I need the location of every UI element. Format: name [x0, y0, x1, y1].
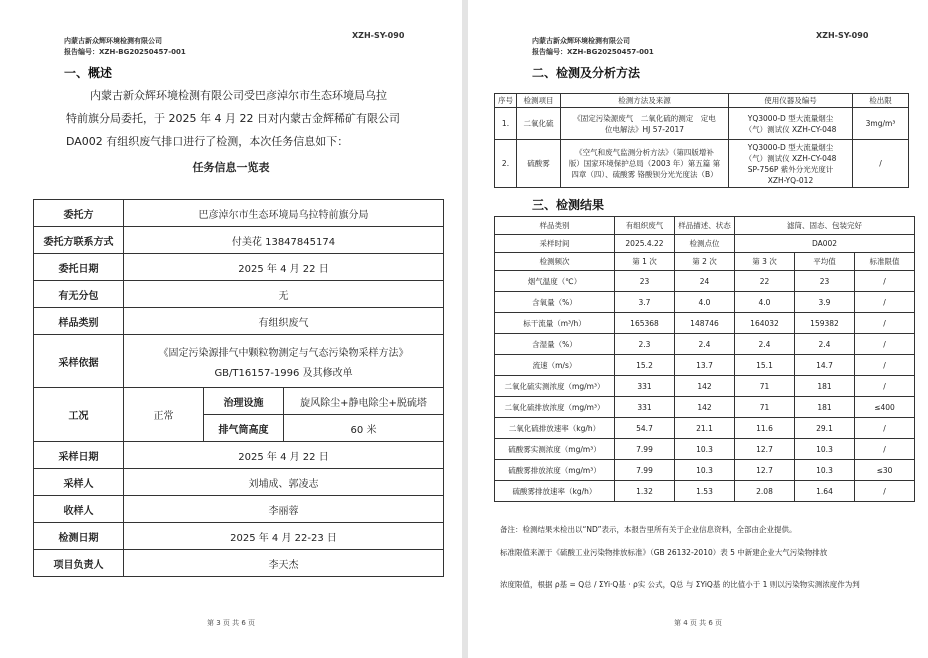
row-label: 委托日期 [34, 254, 124, 281]
result-cell: 2.3 [615, 334, 675, 355]
result-parameter: 二氧化硫排放浓度（mg/m³） [495, 397, 615, 418]
row-label: 工况 [34, 388, 124, 442]
result-cell: 12.7 [735, 460, 795, 481]
table-row [495, 481, 915, 502]
result-cell: 4.0 [675, 292, 735, 313]
table-row [495, 108, 909, 140]
row-value: 巴彦淖尔市生态环境局乌拉特前旗分局 [124, 200, 444, 227]
facility-label: 治理设施 [204, 388, 284, 415]
result-cell: 21.1 [675, 418, 735, 439]
result-cell: 13.7 [675, 355, 735, 376]
result-cell: 164032 [735, 313, 795, 334]
table-row [495, 292, 915, 313]
row-label: 采样日期 [34, 442, 124, 469]
basis-line-1: 《固定污染源排气中颗粒物测定与气态污染物采样方法》 [158, 347, 409, 359]
result-cell: 10.3 [675, 460, 735, 481]
condition-value: 正常 [124, 388, 204, 442]
result-parameter: 硫酸雾实测浓度（mg/m³） [495, 439, 615, 460]
table-header-row [495, 94, 909, 108]
table-row [34, 469, 444, 496]
facility-value: 旋风除尘+静电除尘+脱硫塔 [284, 388, 444, 415]
result-cell: 71 [735, 376, 795, 397]
result-cell: 15.1 [735, 355, 795, 376]
table-header-row [495, 253, 915, 271]
table-row [34, 227, 444, 254]
table-row [34, 523, 444, 550]
row-value: 2025 年 4 月 22 日 [124, 442, 444, 469]
note-line-3: 浓度限值，根据 ρ基 = Q总 / ΣYi·Q基 · ρ实 公式，Q总 与 ΣYiQ基 的比值小于 1 则以污染物实测浓度作为判 [500, 580, 860, 589]
result-cell: 11.6 [735, 418, 795, 439]
result-cell: 142 [675, 376, 735, 397]
result-cell: 15.2 [615, 355, 675, 376]
table-row [495, 418, 915, 439]
result-parameter: 二氧化硫排放速率（kg/h） [495, 418, 615, 439]
instrument-line: YQ3000-D 型大流量烟尘 [747, 142, 834, 152]
table-row [495, 271, 915, 292]
result-cell: 12.7 [735, 439, 795, 460]
note-line-1: 备注：检测结果未检出以“ND”表示，本报告里所有关于企业信息资料，全部由企业提供。 [500, 525, 797, 534]
row-label: 有无分包 [34, 281, 124, 308]
result-cell: 3.7 [615, 292, 675, 313]
result-cell: 148746 [675, 313, 735, 334]
method-item: 二氧化硫 [517, 108, 561, 140]
result-cell: / [855, 376, 915, 397]
table-row [34, 281, 444, 308]
meta-value: DA002 [735, 235, 915, 253]
result-cell: / [855, 334, 915, 355]
table-row [495, 397, 915, 418]
result-cell: 14.7 [795, 355, 855, 376]
row-label: 收样人 [34, 496, 124, 523]
table-row [495, 355, 915, 376]
method-instrument [729, 108, 853, 140]
result-cell: / [855, 439, 915, 460]
instrument-line: YQ3000-D 型大流量烟尘 [747, 113, 834, 123]
column-header: 检测项目 [517, 94, 561, 108]
method-limit: / [853, 140, 909, 188]
row-label: 委托方联系方式 [34, 227, 124, 254]
result-parameter: 硫酸雾排放速率（kg/h） [495, 481, 615, 502]
method-line: 《空气和废气监测分析方法》（第四版增补 [575, 148, 714, 157]
result-cell: 71 [735, 397, 795, 418]
meta-label: 样品类别 [495, 217, 615, 235]
result-cell: 29.1 [795, 418, 855, 439]
task-info-table [33, 199, 444, 577]
column-header: 检测频次 [495, 253, 615, 271]
result-cell: 165368 [615, 313, 675, 334]
column-header: 使用仪器及编号 [729, 94, 853, 108]
basis-line-2: GB/T16157-1996 及其修改单 [214, 367, 353, 379]
method-no: 1. [495, 108, 517, 140]
sampling-basis-cell [124, 335, 444, 388]
result-cell: 181 [795, 376, 855, 397]
report-page-3 [0, 0, 462, 658]
instrument-line: （气）测试仪 XZH-CY-048 [744, 153, 837, 163]
result-cell: 23 [795, 271, 855, 292]
row-value: 2025 年 4 月 22-23 日 [124, 523, 444, 550]
meta-value: 有组织废气 [615, 217, 675, 235]
meta-value: 滤筒、固态、包装完好 [735, 217, 915, 235]
row-value: 李丽蓉 [124, 496, 444, 523]
method-line: 《固定污染源废气 二氧化硫的测定 定电 [573, 113, 716, 123]
instrument-line: SP-756P 紫外分光光度计 [747, 164, 834, 174]
table-row [495, 235, 915, 253]
result-cell: 159382 [795, 313, 855, 334]
result-cell: 181 [795, 397, 855, 418]
column-header: 检出限 [853, 94, 909, 108]
result-cell: 4.0 [735, 292, 795, 313]
result-cell: / [855, 292, 915, 313]
report-number: 报告编号：XZH-BG20250457-001 [64, 48, 186, 56]
result-parameter: 含湿量（%） [495, 334, 615, 355]
result-cell: / [855, 418, 915, 439]
overview-line-2: 特前旗分局委托，于 2025 年 4 月 22 日对内蒙古金辉稀矿有限公司 [66, 112, 400, 125]
result-cell: 23 [615, 271, 675, 292]
table-row [495, 140, 909, 188]
column-header: 第 3 次 [735, 253, 795, 271]
method-limit: 3mg/m³ [853, 108, 909, 140]
result-cell: 331 [615, 397, 675, 418]
report-page-4 [468, 0, 928, 658]
result-cell: ≤30 [855, 460, 915, 481]
result-parameter: 烟气温度（℃） [495, 271, 615, 292]
overview-line-3: DA002 有组织废气排口进行了检测，本次任务信息如下： [66, 135, 349, 148]
instrument-line: XZH-YQ-012 [767, 175, 814, 185]
meta-label: 采样时间 [495, 235, 615, 253]
result-cell: ≤400 [855, 397, 915, 418]
results-body [495, 271, 915, 502]
method-line: 位电解法》HJ 57-2017 [604, 124, 685, 134]
company-header: 内蒙古新众辉环境检测有限公司 [64, 37, 162, 45]
table-row [34, 335, 444, 388]
table-row [34, 496, 444, 523]
result-cell: 1.32 [615, 481, 675, 502]
method-line: 四章（四）、硫酸雾 铬酸钡分光光度法（B） [571, 170, 718, 179]
result-cell: 331 [615, 376, 675, 397]
page-footer: 第 3 页 共 6 页 [206, 619, 256, 627]
method-source [561, 108, 729, 140]
row-value: 无 [124, 281, 444, 308]
column-header: 第 2 次 [675, 253, 735, 271]
result-cell: / [855, 355, 915, 376]
result-cell: 142 [675, 397, 735, 418]
row-label: 样品类别 [34, 308, 124, 335]
method-source [561, 140, 729, 188]
row-label: 项目负责人 [34, 550, 124, 577]
result-cell: 54.7 [615, 418, 675, 439]
result-parameter: 二氧化硫实测浓度（mg/m³） [495, 376, 615, 397]
table-row [495, 334, 915, 355]
result-cell: 10.3 [675, 439, 735, 460]
section-overview-title: 一、概述 [64, 66, 113, 80]
result-cell: / [855, 271, 915, 292]
result-cell: 22 [735, 271, 795, 292]
section-results-title: 三、检测结果 [532, 198, 605, 212]
task-table-title: 任务信息一览表 [192, 161, 270, 174]
row-label: 采样依据 [34, 335, 124, 388]
result-cell: 3.9 [795, 292, 855, 313]
column-header: 检测方法及来源 [561, 94, 729, 108]
method-line: 版）国家环境保护总局（2003 年）第五篇 第 [568, 159, 721, 168]
result-cell: 2.4 [675, 334, 735, 355]
method-instrument [729, 140, 853, 188]
table-row [34, 442, 444, 469]
row-label: 委托方 [34, 200, 124, 227]
row-value: 2025 年 4 月 22 日 [124, 254, 444, 281]
result-cell: / [855, 481, 915, 502]
result-cell: 2.4 [795, 334, 855, 355]
row-label: 采样人 [34, 469, 124, 496]
methods-table [494, 93, 909, 188]
result-cell: 7.99 [615, 439, 675, 460]
table-row [34, 200, 444, 227]
row-value: 刘埔成、郭凌志 [124, 469, 444, 496]
result-cell: 2.08 [735, 481, 795, 502]
row-value: 有组织废气 [124, 308, 444, 335]
result-parameter: 标干流量（m³/h） [495, 313, 615, 334]
instrument-line: （气）测试仪 XZH-CY-048 [744, 124, 837, 134]
table-row [34, 308, 444, 335]
column-header: 序号 [495, 94, 517, 108]
page-footer: 第 4 页 共 6 页 [673, 619, 723, 627]
stack-height-label: 排气筒高度 [204, 415, 284, 442]
result-cell: 2.4 [735, 334, 795, 355]
result-cell: 10.3 [795, 460, 855, 481]
result-parameter: 硫酸雾排放浓度（mg/m³） [495, 460, 615, 481]
result-cell: 10.3 [795, 439, 855, 460]
result-cell: 7.99 [615, 460, 675, 481]
table-row [495, 439, 915, 460]
form-code: XZH-SY-090 [816, 31, 869, 40]
column-header: 标准限值 [855, 253, 915, 271]
result-cell: 1.64 [795, 481, 855, 502]
overview-line-1: 内蒙古新众辉环境检测有限公司受巴彦淖尔市生态环境局乌拉 [90, 89, 387, 102]
method-item: 硫酸雾 [517, 140, 561, 188]
row-value: 付美花 13847845174 [124, 227, 444, 254]
result-parameter: 流速（m/s） [495, 355, 615, 376]
meta-label: 样品描述、状态 [675, 217, 735, 235]
table-row [34, 254, 444, 281]
form-code: XZH-SY-090 [352, 31, 405, 40]
column-header: 平均值 [795, 253, 855, 271]
column-header: 第 1 次 [615, 253, 675, 271]
result-cell: 24 [675, 271, 735, 292]
results-table [494, 216, 915, 502]
meta-label: 检测点位 [675, 235, 735, 253]
section-methods-title: 二、检测及分析方法 [532, 66, 641, 80]
result-parameter: 含氧量（%） [495, 292, 615, 313]
row-value: 李天杰 [124, 550, 444, 577]
result-cell: / [855, 313, 915, 334]
stack-height-value: 60 米 [284, 415, 444, 442]
table-row [495, 376, 915, 397]
row-label: 检测日期 [34, 523, 124, 550]
report-number: 报告编号：XZH-BG20250457-001 [532, 48, 654, 56]
method-no: 2. [495, 140, 517, 188]
table-row [495, 217, 915, 235]
table-row [34, 388, 444, 415]
note-line-2: 标准限值来源于《硫酸工业污染物排放标准》（GB 26132-2010）表 5 中新建企业大气污染物排放 [500, 548, 828, 557]
result-cell: 1.53 [675, 481, 735, 502]
table-row [34, 550, 444, 577]
table-row [495, 460, 915, 481]
company-header: 内蒙古新众辉环境检测有限公司 [532, 37, 630, 45]
meta-value: 2025.4.22 [615, 235, 675, 253]
table-row [495, 313, 915, 334]
